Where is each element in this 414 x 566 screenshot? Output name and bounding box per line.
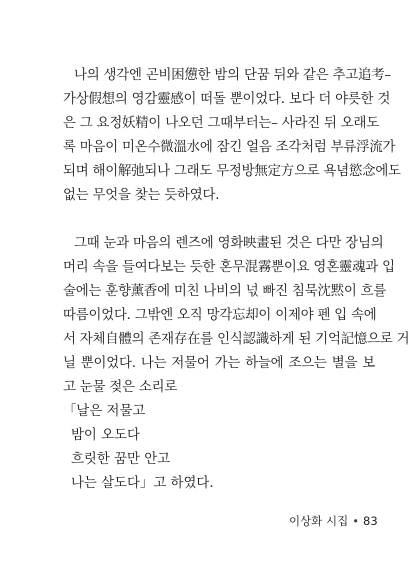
page-number: 83 (363, 514, 378, 528)
page-footer (289, 513, 378, 529)
text-line: 서 자체自體의 존재存在를 인식認識하게 된 기억記憶으로 거 (63, 332, 410, 347)
poem-quote (63, 400, 214, 496)
separator-dot: • (352, 514, 359, 528)
text-line: 록 마음이 미온수微溫水에 잠긴 얼음 조각처럼 부류浮流가 (63, 140, 396, 155)
text-line: 따름이었다. 그밖엔 오직 망각忘却이 이제야 펜 입 속에 (63, 308, 377, 323)
text-line: 되며 해이解弛되나 그래도 무정방無定方으로 욕념慾念에도 (63, 164, 401, 179)
paragraph-1 (63, 64, 401, 208)
text-line: 은 그 요정妖精이 나오던 그때부터는– 사라진 뒤 오래도 (63, 116, 379, 131)
poem-line: 「날은 저물고 (63, 404, 146, 419)
text-line: 나의 생각엔 곤비困憊한 밤의 단꿈 뒤와 같은 추고追考– (74, 68, 391, 83)
text-line: 그때 눈과 마음의 렌즈에 영화映畫된 것은 다만 장님의 (74, 236, 384, 251)
poem-line: 나는 살도다」고 하였다. (71, 476, 214, 491)
poem-line: 흐릿한 꿈만 안고 (71, 452, 171, 467)
text-line: 고 눈물 젖은 소리로 (63, 380, 178, 395)
book-title: 이상화 시집 (289, 514, 349, 528)
poem-line: 밤이 오도다 (71, 428, 140, 443)
text-line: 없는 무엇을 찾는 듯하였다. (63, 188, 220, 203)
text-line: 가상假想의 영감靈感이 떠돌 뿐이었다. 보다 더 야릇한 것 (63, 92, 391, 107)
text-line: 닐 뿐이었다. 나는 저물어 가는 하늘에 조으는 별을 보 (63, 356, 375, 371)
paragraph-2 (63, 232, 410, 400)
text-line: 술에는 훈향薰香에 미친 나비의 넋 빠진 침묵沈黙이 흐를 (63, 284, 387, 299)
text-line: 머리 속을 들여다보는 듯한 혼무混霧뿐이요 영혼靈魂과 입 (63, 260, 395, 275)
